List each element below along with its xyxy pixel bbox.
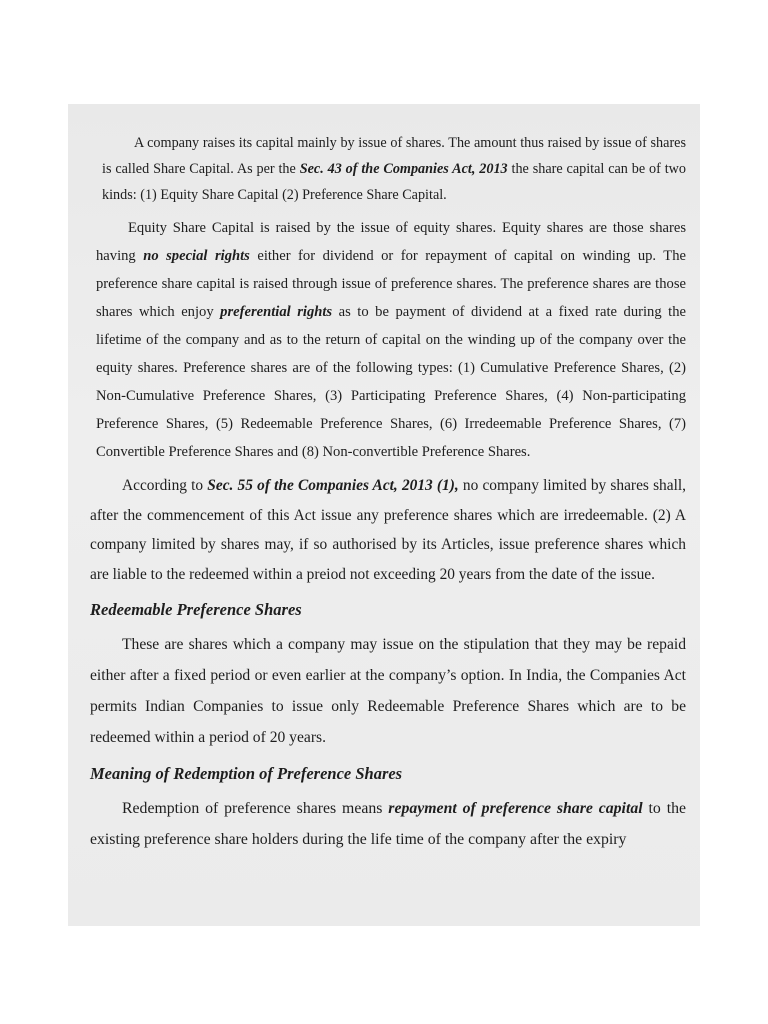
- text-run: to the existing preference share holders during the life time of the company after the expiry: [90, 800, 686, 848]
- emphasis-sec-43: Sec. 43 of the Companies Act, 2013: [299, 161, 508, 177]
- emphasis-no-special-rights: no special rights: [143, 248, 250, 264]
- page-body: [90, 130, 686, 855]
- scanned-page: [68, 104, 700, 926]
- text-run: as to be payment of dividend at a fixed rate during the lifetime of the company and as to the return of capital on the winding up of the company over the equity shares. Preference shares are of the following types: (1) Cumulative Preference Shares, (2) Non-Cumulative Preference Shares, (3) Participating Preference Shares, (4) Non-participating Preference Shares, (5) Redeemable Preference Shares, (6) Irredeemable Preference Shares, (7) Convertible Preference Shares and (8) Non-convertible Preference Shares.: [96, 304, 686, 460]
- paragraph-redemption: [90, 793, 686, 855]
- text-run: either for dividend or for repayment of capital on winding up. The preference share capital is raised through issue of preference shares. The preference shares are those shares which enjoy: [96, 248, 686, 320]
- paragraph-equity-preference: [96, 214, 686, 466]
- text-run: A company raises its capital mainly by issue of shares. The amount thus raised by issue of shares is called Share Capital. As per the: [102, 135, 686, 177]
- section-heading-redeemable: Redeemable Preference Shares: [90, 600, 302, 619]
- text-run: Equity Share Capital is raised by the issue of equity shares. Equity shares are those shares having: [96, 220, 686, 264]
- emphasis-preferential-rights: preferential rights: [220, 304, 333, 320]
- paragraph-redeemable: [90, 629, 686, 753]
- text-run: Redemption of preference shares means: [122, 800, 389, 817]
- text-run: the share capital can be of two kinds: (1) Equity Share Capital (2) Preference Share Capital.: [102, 161, 686, 203]
- text-run: According to: [122, 477, 208, 494]
- section-heading-redemption-meaning: Meaning of Redemption of Preference Shares: [90, 764, 403, 783]
- paragraph-sec-55: [90, 471, 686, 589]
- text-run: no company limited by shares shall, after the commencement of this Act issue any preference shares which are irredeemable. (2) A company limited by shares may, if so authorised by its Articles, issue preference shares which are liable to the redeemed within a preiod not exceeding 20 years from the date of the issue.: [90, 477, 686, 583]
- text-run: These are shares which a company may issue on the stipulation that they may be repaid either after a fixed period or even earlier at the company’s option. In India, the Companies Act permits Indian Companies to issue only Redeemable Preference Shares which are to be redeemed within a period of 20 years.: [90, 636, 686, 746]
- paragraph-share-capital: [102, 130, 686, 208]
- emphasis-sec-55: Sec. 55 of the Companies Act, 2013 (1),: [207, 477, 459, 494]
- emphasis-repayment: repayment of preference share capital: [388, 800, 643, 817]
